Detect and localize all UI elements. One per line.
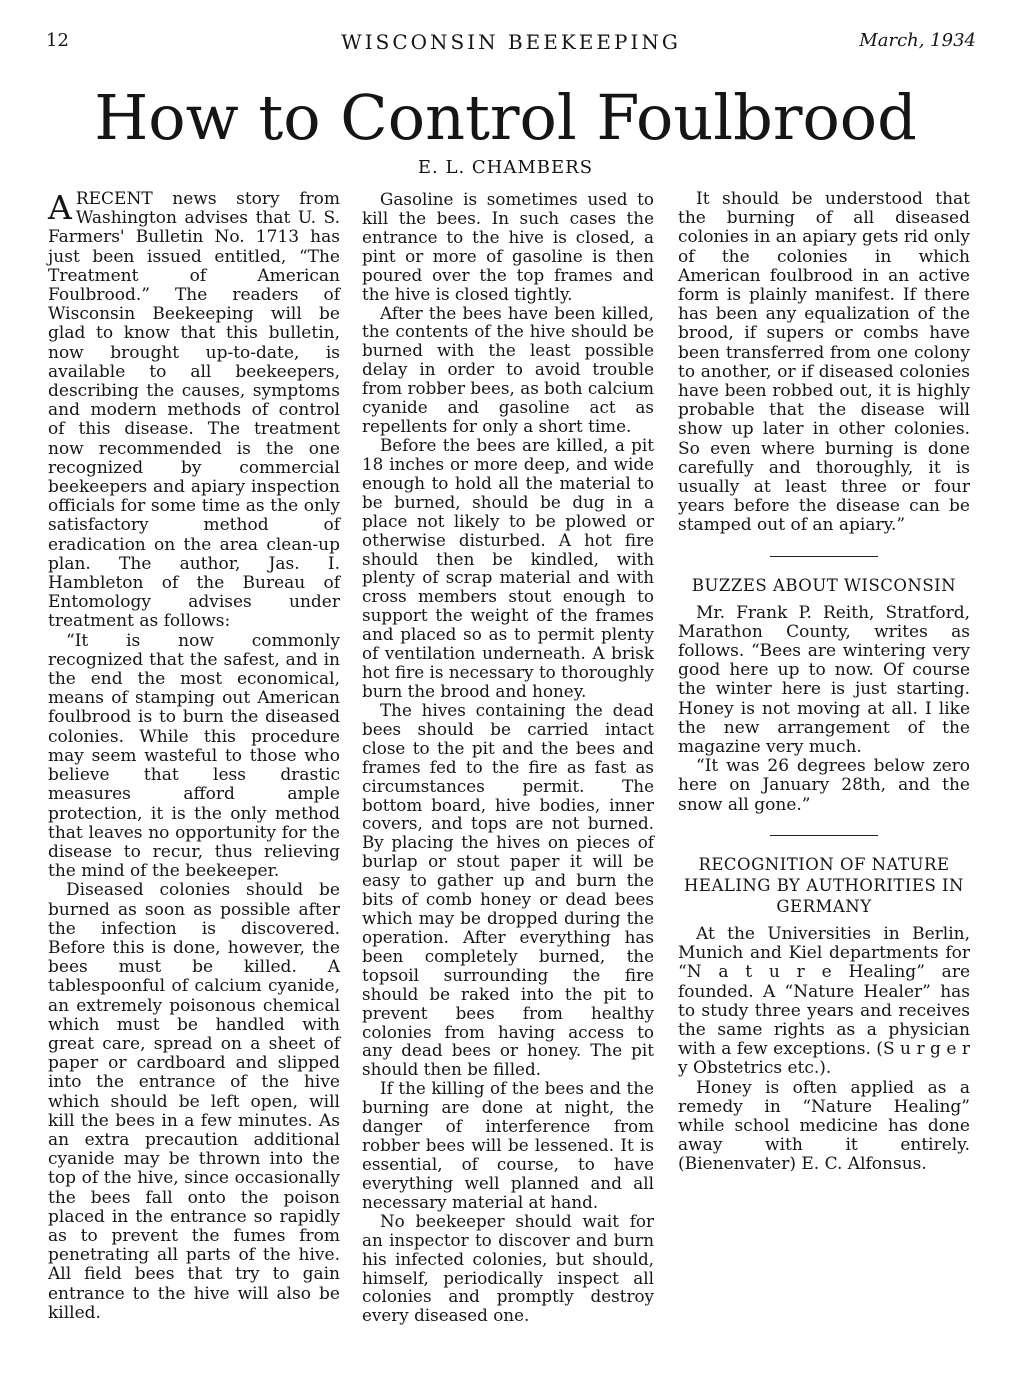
article-paragraph: Diseased colonies should be burned as soon as possible after the infection is discovered. Before this is done, however, the bees must be killed. A tablespoonful of calcium cyanide, an extremely poisonous chemical which must be handled with great care, spread on a sheet of paper or cardboard and slipped into the entrance of the hive which should be left open, will kill the bees in a few minutes. As an extra precaution additional cyanide may be thrown into the top of the hive, since occasionally the bees fall onto the poison placed in the entrance so rapidly as to prevent the fumes from penetrating all parts of the hive. All field bees that try to gain entrance to the hive will also be killed. — [48, 880, 340, 1323]
journal-name: WISCONSIN BEEKEEPING — [341, 30, 681, 54]
buzzes-heading: BUZZES ABOUT WISCONSIN — [691, 575, 957, 595]
running-header — [46, 30, 976, 60]
article-author: E. L. CHAMBERS — [417, 157, 594, 178]
article-paragraph: “It is now commonly recognized that the safest, and in the end the most economical, means of stamping out American foulbrood is to burn the diseased colonies. While this procedure may seem wasteful to those who believe that less drastic measures afford ample protection, it is the only method that leaves no opportunity for the disease to recur, thus relieving the mind of the beekeeper. — [48, 630, 340, 882]
text-column-2 — [362, 190, 654, 1325]
article-paragraph: If the killing of the bees and the burning are done at night, the danger of interference from robber bees will be lessened. It is essential, of course, to have everything well planned and all necessary material at hand. — [362, 1078, 654, 1212]
section-divider — [770, 556, 878, 557]
article-paragraph: The hives containing the dead bees should be carried intact close to the pit and the bees and frames fed to the fire as fast as circumstances permit. The bottom board, hive bodies, inner covers, and tops are not burned. By placing the hives on pieces of burlap or stout paper it will be easy to gather up and burn the bits of comb honey or dead bees which may be dropped during the operation. After everything has been completely burned, the topsoil surrounding the fire should be raked into the pit to prevent bees from healthy colonies from having access to any dead bees or honey. The pit should then be filled. — [362, 699, 654, 1080]
text-column-1 — [48, 190, 340, 1323]
article-title: How to Control Foulbrood — [94, 81, 917, 154]
buzzes-paragraph: Mr. Frank P. Reith, Stratford, Marathon County, writes as follows. “Bees are wintering very good here up to now. Of course the winter here is just starting. Honey is not moving at all. I like the new arrangement of the magazine very much. — [678, 602, 970, 758]
recognition-paragraph: At the Universities in Berlin, Munich and Kiel departments for “N a t u r e Healing” are founded. A “Nature Healer” has to study three years and receives the same rights as a physician with a few exceptions. (S u r g e r y Obstetrics etc.). — [678, 923, 970, 1079]
recognition-heading: RECOGNITION OF NATURE HEALING BY AUTHORITIES IN GERMANY — [684, 854, 964, 916]
article-paragraph: No beekeeper should wait for an inspector to discover and burn his infected colonies, but should, himself, periodically inspect all colonies and promptly destroy every diseased one. — [362, 1210, 654, 1326]
article-paragraph: ARECENT news story from Washington advises that U. S. Farmers' Bulletin No. 1713 has just been issued entitled, “The Treatment of American Foulbrood.” The readers of Wisconsin Beekeeping will be glad to know that this bulletin, now brought up-to-date, is available to all beekeepers, describing the causes, symptoms and modern methods of control of this disease. The treatment now recommended is the one recognized by commercial beekeepers and apiary inspection officials for some time as the only satisfactory method of eradication on the area clean-up plan. The author, Jas. I. Hambleton of the Bureau of Entomology advises under treatment as follows: — [48, 188, 340, 632]
recognition-paragraph: Honey is often applied as a remedy in “Nature Healing” while school medicine has done away with it entirely. (Bienenvater) E. C. Alfonsus. — [678, 1077, 970, 1175]
section-divider — [770, 835, 878, 836]
drop-cap: A — [48, 188, 72, 227]
article-paragraph: It should be understood that the burning of all diseased colonies in an apiary gets rid only of the colonies in which American foulbrood in an active form is plainly manifest. If there has been any equalization of the brood, if supers or combs have been transferred from one colony to another, or if diseased colonies have been robbed out, it is highly probable that the disease will show up later in other colonies. So even where burning is done carefully and thoroughly, it is usually at least three or four years before the disease can be stamped out of an apiary.” — [678, 189, 970, 536]
article-paragraph: Gasoline is sometimes used to kill the bees. In such cases the entrance to the hive is closed, a pint or more of gasoline is then poured over the top frames and the hive is closed tightly. — [362, 189, 654, 304]
page-number: 12 — [46, 30, 69, 51]
text-column-3 — [678, 190, 970, 1175]
buzzes-paragraph: “It was 26 degrees below zero here on January 28th, and the snow all gone.” — [678, 756, 970, 815]
article-paragraph: Before the bees are killed, a pit 18 inches or more deep, and wide enough to hold all the material to be burned, should be dug in a place not likely to be plowed or otherwise disturbed. A hot fire should then be kindled, with plenty of scrap material and with cross members stout enough to support the weight of the frames and placed so as to permit plenty of ventilation underneath. A brisk hot fire is necessary to thoroughly burn the brood and honey. — [362, 434, 654, 701]
article-paragraph: After the bees have been killed, the contents of the hive should be burned with the least possible delay in order to avoid trouble from robber bees, as both calcium cyanide and gasoline act as repellents for only a short time. — [362, 302, 654, 437]
issue-date: March, 1934 — [859, 30, 976, 51]
